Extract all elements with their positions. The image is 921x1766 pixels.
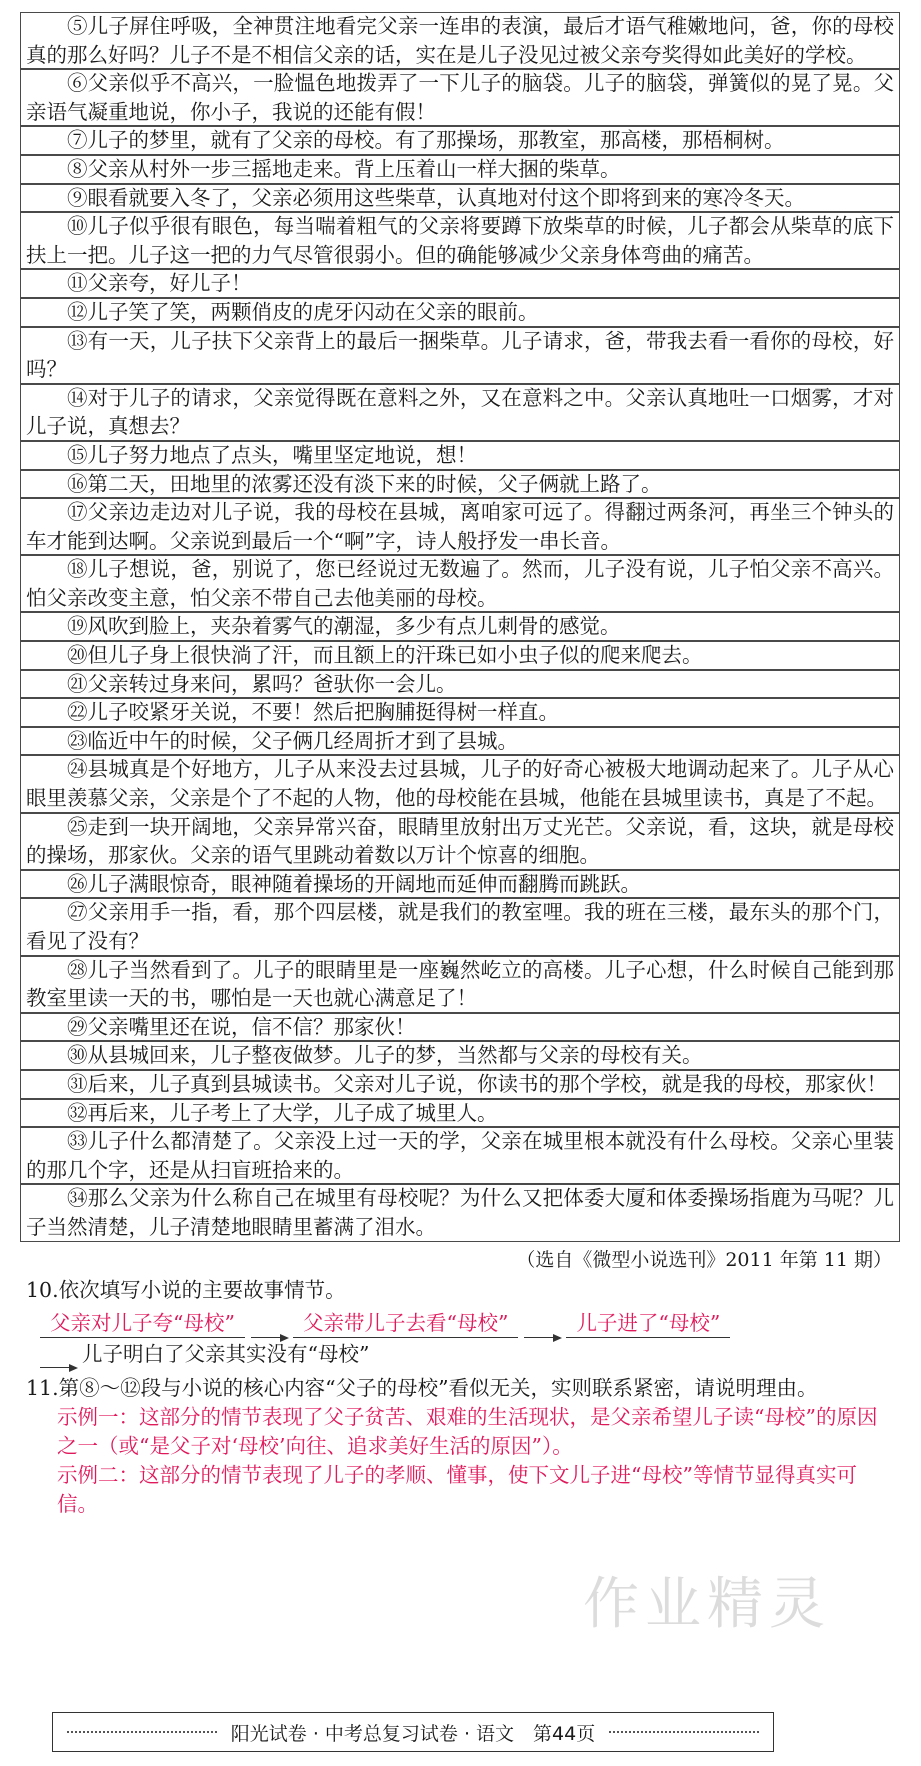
dotted-line-left bbox=[67, 1731, 217, 1733]
q10-answer-row-2 bbox=[40, 1340, 900, 1368]
story-paragraph: ⑲风吹到脸上，夹杂着雾气的潮湿，多少有点儿刺骨的感觉。 bbox=[20, 612, 900, 641]
story-paragraph: ㉞那么父亲为什么称自己在城里有母校呢？为什么又把体委大厦和体委操场指鹿为马呢？儿子当然清楚，儿子清楚地眼睛里蓄满了泪水。 bbox=[20, 1184, 900, 1241]
story-paragraph: ⑦儿子的梦里，就有了父亲的母校。有了那操场，那教室，那高楼，那梧桐树。 bbox=[20, 126, 900, 155]
dotted-line-right bbox=[609, 1731, 759, 1733]
story-paragraph: ㉝儿子什么都清楚了。父亲没上过一天的学，父亲在城里根本就没有什么母校。父亲心里装的那几个字，还是从扫盲班拾来的。 bbox=[20, 1127, 900, 1184]
story-paragraph: ㉜再后来，儿子考上了大学，儿子成了城里人。 bbox=[20, 1099, 900, 1128]
story-paragraph: ⑥父亲似乎不高兴，一脸愠色地拨弄了一下儿子的脑袋。儿子的脑袋，弹簧似的晃了晃。父亲语气凝重地说，你小子，我说的还能有假！ bbox=[20, 69, 900, 126]
story-paragraph: ㉗父亲用手一指，看，那个四层楼，就是我们的教室哩。我的班在三楼，最东头的那个门，看见了没有？ bbox=[20, 898, 900, 955]
story-paragraph: ㉘儿子当然看到了。儿子的眼睛里是一座巍然屹立的高楼。儿子心想，什么时候自己能到那教室里读一天的书，哪怕是一天也就心满意足了！ bbox=[20, 956, 900, 1013]
story-paragraph: ㉚从县城回来，儿子整夜做梦。儿子的梦，当然都与父亲的母校有关。 bbox=[20, 1041, 900, 1070]
story-paragraph: ⑰父亲边走边对儿子说，我的母校在县城，离咱家可远了。得翻过两条河，再坐三个钟头的车才能到达啊。父亲说到最后一个“啊”字，诗人般抒发一串长音。 bbox=[20, 498, 900, 555]
story-paragraph: ㉔县城真是个好地方，儿子从来没去过县城，儿子的好奇心被极大地调动起来了。儿子从心眼里羡慕父亲，父亲是个了不起的人物，他的母校能在县城，他能在县城里读书，真是了不起。 bbox=[20, 755, 900, 812]
document-page bbox=[20, 12, 900, 1519]
story-paragraph: ⑭对于儿子的请求，父亲觉得既在意料之外，又在意料之中。父亲认真地吐一口烟雾，才对儿子说，真想去？ bbox=[20, 384, 900, 441]
story-paragraph: ㉒儿子咬紧牙关说，不要！然后把胸脯挺得树一样直。 bbox=[20, 698, 900, 727]
source-citation: （选自《微型小说选刊》2011 年第 11 期） bbox=[516, 1248, 892, 1271]
story-paragraph: ⑯第二天，田地里的浓雾还没有淡下来的时候，父子俩就上路了。 bbox=[20, 470, 900, 499]
story-paragraph: ⑱儿子想说，爸，别说了，您已经说过无数遍了。然而，儿子没有说，儿子怕父亲不高兴。怕父亲改变主意，怕父亲不带自己去他美丽的母校。 bbox=[20, 555, 900, 612]
q10-answer-1: 父亲对儿子夸“母校” bbox=[40, 1309, 245, 1338]
story-paragraph: ⑮儿子努力地点了点头，嘴里坚定地说，想！ bbox=[20, 441, 900, 470]
q10-answer-4: 儿子明白了父亲其实没有“母校” bbox=[82, 1341, 370, 1366]
story-paragraph: ㉛后来，儿子真到县城读书。父亲对儿子说，你读书的那个学校，就是我的母校，那家伙！ bbox=[20, 1070, 900, 1099]
story-paragraph: ⑤儿子屏住呼吸，全神贯注地看完父亲一连串的表演，最后才语气稚嫩地问，爸，你的母校真的那么好吗？儿子不是不相信父亲的话，实在是儿子没见过被父亲夸奖得如此美好的学校。 bbox=[20, 12, 900, 69]
q10-answer-2: 父亲带儿子去看“母校” bbox=[293, 1309, 518, 1338]
story-paragraph: ㉑父亲转过身来问，累吗？爸驮你一会儿。 bbox=[20, 670, 900, 699]
watermark: 作业精灵 bbox=[583, 1572, 831, 1637]
arrow-icon bbox=[251, 1323, 287, 1338]
page-footer bbox=[52, 1712, 774, 1752]
story-paragraph: ⑪父亲夸，好儿子！ bbox=[20, 269, 900, 298]
story-paragraph: ⑨眼看就要入冬了，父亲必须用这些柴草，认真地对付这个即将到来的寒冷冬天。 bbox=[20, 184, 900, 213]
q10-answer-row bbox=[40, 1309, 900, 1338]
story-paragraph: ⑩儿子似乎很有眼色，每当喘着粗气的父亲将要蹲下放柴草的时候，儿子都会从柴草的底下扶上一把。儿子这一把的力气尽管很弱小。但的确能够减少父亲身体弯曲的痛苦。 bbox=[20, 212, 900, 269]
story-paragraph: ㉕走到一块开阔地，父亲异常兴奋，眼睛里放射出万丈光芒。父亲说，看，这块，就是母校的操场，那家伙。父亲的语气里跳动着数以万计个惊喜的细胞。 bbox=[20, 813, 900, 870]
story-paragraph: ㉖儿子满眼惊奇，眼神随着操场的开阔地而延伸而翻腾而跳跃。 bbox=[20, 870, 900, 899]
arrow-icon bbox=[40, 1353, 76, 1368]
story-paragraph: ㉓临近中午的时候，父子俩几经周折才到了县城。 bbox=[20, 727, 900, 756]
story-paragraph: ⑬有一天，儿子扶下父亲背上的最后一捆柴草。儿子请求，爸，带我去看一看你的母校，好吗？ bbox=[20, 327, 900, 384]
question-11: 11.第⑧～⑫段与小说的核心内容“父子的母校”看似无关，实则联系紧密，请说明理由。 bbox=[26, 1375, 818, 1400]
q10-answer-3: 儿子进了“母校” bbox=[566, 1309, 730, 1338]
story-text bbox=[20, 12, 900, 1242]
story-paragraph: ⑫儿子笑了笑，两颗俏皮的虎牙闪动在父亲的眼前。 bbox=[20, 298, 900, 327]
story-paragraph: ⑳但儿子身上很快淌了汗，而且额上的汗珠已如小虫子似的爬来爬去。 bbox=[20, 641, 900, 670]
story-paragraph: ㉙父亲嘴里还在说，信不信？那家伙！ bbox=[20, 1013, 900, 1042]
arrow-icon bbox=[524, 1323, 560, 1338]
question-10: 10.依次填写小说的主要故事情节。 bbox=[26, 1277, 346, 1302]
q11-example-2: 示例二：这部分的情节表现了儿子的孝顺、懂事，使下文儿子进“母校”等情节显得真实可信。 bbox=[57, 1462, 857, 1516]
story-paragraph: ⑧父亲从村外一步三摇地走来。背上压着山一样大捆的柴草。 bbox=[20, 155, 900, 184]
footer-text: 阳光试卷 · 中考总复习试卷 · 语文 第44页 bbox=[230, 1722, 596, 1745]
q11-example-1: 示例一：这部分的情节表现了父子贫苦、艰难的生活现状，是父亲希望儿子读“母校”的原因之一（或“是父子对‘母校’向往、追求美好生活的原因”）。 bbox=[57, 1404, 878, 1458]
